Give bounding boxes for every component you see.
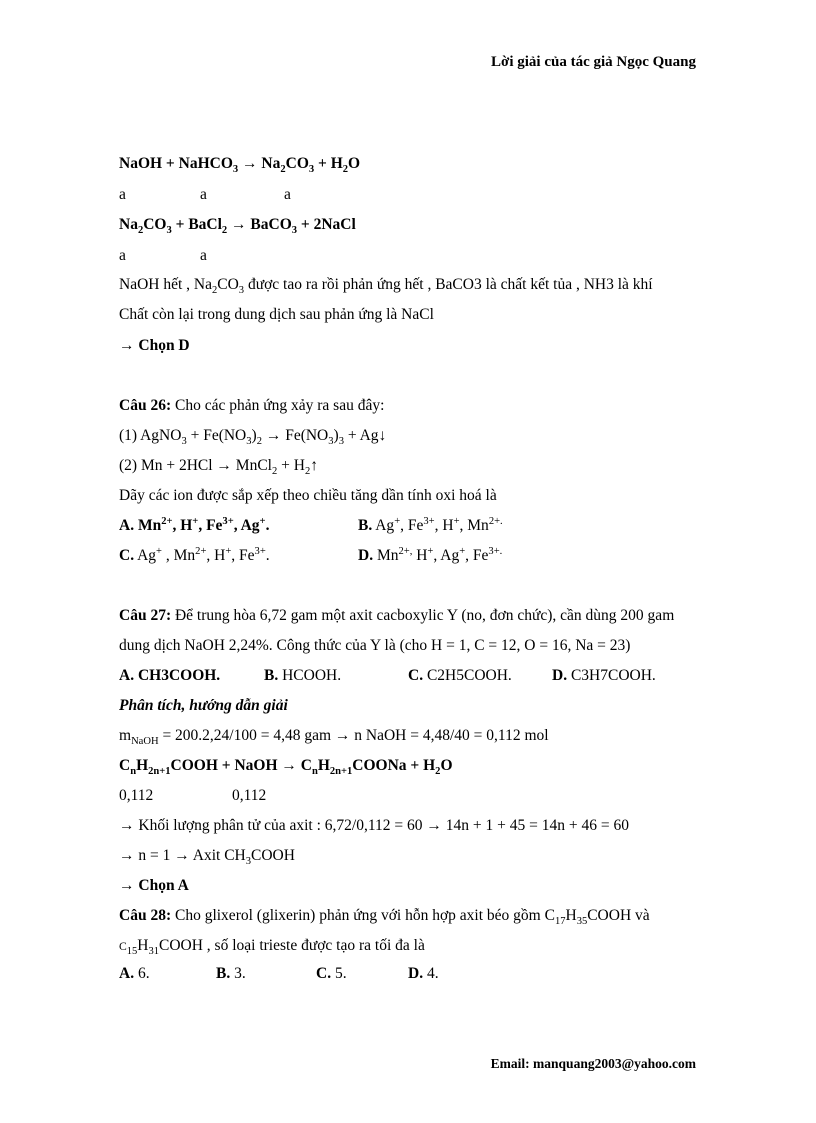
option-b: B. Ag+, $Fe^{3+}$, H+, $Mn^{2+.}$ [358, 515, 503, 534]
explanation-line-2: Chất còn lại trong dung dịch sau phản ứng là NaCl [119, 306, 434, 323]
molar-mass-line: → Khối lượng phân tử của axit : 6,72/0,112 = 60 → 14n + 1 + 45 = 14n + 46 = 60 [119, 817, 629, 834]
page-header: Lời giải của tác giả Ngọc Quang [491, 54, 696, 70]
question-28-cont: $C_{15}H_{31}COOH$ , số loại trieste được tạo ra tối đa là [119, 937, 425, 958]
option-d: D. $Mn^{2+,}$ H+, Ag+, $Fe^{3+.}$ [358, 545, 503, 564]
answer-choice-d: → Chọn D [119, 337, 190, 354]
reaction-2: (2) Mn + 2HCl → MnCl$_2$ + $H_2↑$ [119, 457, 318, 478]
reaction-equation: $C_nH_{2n+1}COOH$ + NaOH → $C_nH_{2n+1}COONa + H_2O$ [119, 757, 453, 778]
option-b: B. HCOOH. [264, 667, 342, 684]
reaction-1: (1) AgNO$_3$ + $Fe(NO_3)_2 \to Fe(NO_3)_3$ + Ag↓ [119, 427, 387, 448]
option-c: C. Ag+ , $Mn^{2+}$, H+, $Fe^{3+}$. [119, 545, 270, 564]
option-a: A. $Mn^{2+}$, H+, $Fe^{3+}$, Ag+. [119, 515, 270, 534]
question-27: Câu 27: Để trung hòa 6,72 gam một axit cacboxylic Y (no, đơn chức), cần dùng 200 gam [119, 607, 675, 624]
page-footer-email: Email: manquang2003@yahoo.com [490, 1056, 696, 1071]
option-c: C. C2H5COOH. [408, 667, 512, 684]
explanation-line-1: NaOH hết , $Na_2CO_3$ được tao ra rồi phản ứng hết , BaCO3 là chất kết tủa , NH3 là khí [119, 276, 653, 297]
n-value-line: → n = 1 → Axit $CH_3COOH$ [119, 847, 295, 868]
question-28: Câu 28: Cho glixerol (glixerin) phản ứng với hỗn hợp axit béo gồm $C_{17}H_{35}COOH$ và [119, 907, 650, 928]
question-26: Câu 26: Cho các phản ứng xảy ra sau đây: [119, 397, 385, 414]
equation-naoh-nahco3: NaOH + NaHCO$_3$ → $Na_2CO_3 + H_2O$ [119, 155, 361, 176]
answer-choice-a: → Chọn A [119, 877, 189, 894]
question-26-prompt: Dãy các ion được sắp xếp theo chiều tăng dần tính oxi hoá là [119, 487, 497, 504]
option-a: A. CH3COOH. [119, 667, 221, 684]
equation-na2co3-bacl2: $Na_2CO_3$ + BaCl$_2$ → BaCO$_3$ + 2NaCl [119, 216, 356, 237]
option-d: D. C3H7COOH. [552, 667, 656, 684]
option-b: B. 3. [216, 965, 246, 982]
mass-naoh-line: $m_{NaOH} = 200.2,24/100 = 4,48$ gam → n NaOH = 4,48/40 = 0,112 mol [119, 727, 549, 748]
option-a: A. 6. [119, 965, 150, 982]
option-c: C. 5. [316, 965, 347, 982]
analysis-heading: Phân tích, hướng dẫn giải [119, 697, 288, 714]
question-27-cont: dung dịch NaOH 2,24%. Công thức của Y là (cho H = 1, C = 12, O = 16, Na = 23) [119, 637, 631, 654]
option-d: D. 4. [408, 965, 439, 982]
